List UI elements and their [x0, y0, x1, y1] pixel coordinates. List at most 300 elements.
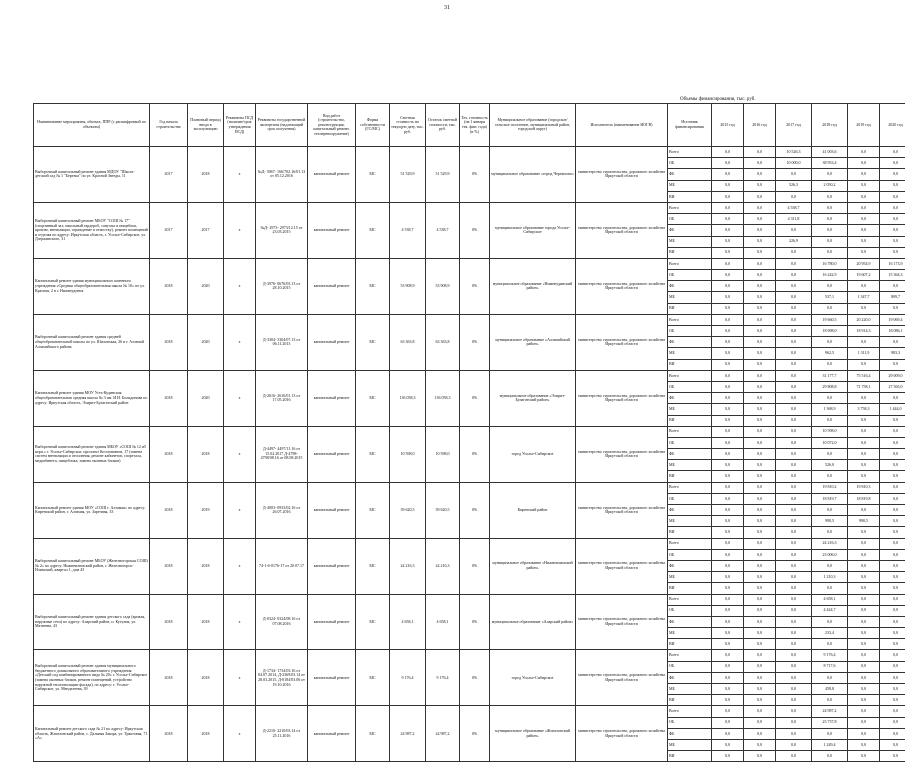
cell-amount: 29 009,0 — [880, 370, 905, 381]
cell-amount: 4 311,8 — [776, 214, 812, 225]
cell-amount: 0,0 — [848, 247, 880, 258]
cell-amount: 0,0 — [712, 639, 744, 650]
cell-exp: Д-3976- 0676/03.13 от 28.10.2015 — [256, 258, 308, 314]
cell-amount: 0,0 — [712, 538, 744, 549]
cell-amount: 0,0 — [744, 560, 776, 571]
cell-amount: 0,0 — [848, 449, 880, 460]
cell-amount: 0,0 — [776, 303, 812, 314]
cell-amount: 0,0 — [712, 583, 744, 594]
column-header: Исполнитель (наименование ИОГВ) — [576, 104, 668, 147]
cell-amount: 0,0 — [880, 628, 905, 639]
cell-start: 2018 — [150, 594, 188, 650]
cell-amount: 29 808,8 — [812, 381, 848, 392]
cell-amount: 0,0 — [712, 560, 744, 571]
cell-end: 2020 — [188, 258, 224, 314]
cell-amount: 4 658,1 — [812, 594, 848, 605]
cell-amount: 526,0 — [812, 460, 848, 471]
table-row — [34, 482, 905, 493]
cell-source: Всего — [668, 258, 712, 269]
cell-start: 2018 — [150, 650, 188, 706]
cell-amount: 0,0 — [848, 191, 880, 202]
cell-amount: 0,0 — [848, 605, 880, 616]
cell-amount: 0,0 — [776, 650, 812, 661]
cell-form: МС — [356, 706, 390, 762]
cell-source: ОБ — [668, 717, 712, 728]
cell-psd: х — [224, 538, 256, 594]
cell-amount: 0,0 — [848, 560, 880, 571]
cell-source: ВИ — [668, 527, 712, 538]
cell-cost: 9 176,4 — [390, 650, 426, 706]
cell-source: МБ — [668, 180, 712, 191]
cell-amount: 19 607,2 — [848, 270, 880, 281]
cell-amount: 15 364,3 — [880, 270, 905, 281]
cell-amount: 1 210,3 — [812, 572, 848, 583]
cell-amount: 0,0 — [848, 359, 880, 370]
cell-source: Всего — [668, 147, 712, 158]
year-header: 2019 год — [848, 104, 880, 147]
cell-source: МБ — [668, 404, 712, 415]
cell-amount: 0,0 — [812, 728, 848, 739]
cell-amount: 0,0 — [848, 180, 880, 191]
cell-amount: 983,3 — [880, 348, 905, 359]
cell-amount: 0,0 — [848, 527, 880, 538]
cell-amount: 1 311,9 — [848, 348, 880, 359]
cell-name: Выборочный капитальный ремонт здания средней общеобразовательной школы по ул. Шиловская, 26 в г. Алзамай Алзамайского района — [34, 314, 150, 370]
cell-ready: 0% — [460, 482, 490, 538]
cell-source: МБ — [668, 628, 712, 639]
cell-form: МС — [356, 314, 390, 370]
cell-amount: 0,0 — [712, 415, 744, 426]
cell-amount: 0,0 — [880, 303, 905, 314]
cell-amount: 0,0 — [776, 449, 812, 460]
cell-source: ФБ — [668, 225, 712, 236]
cell-amount: 0,0 — [712, 572, 744, 583]
cell-amount: 0,0 — [776, 281, 812, 292]
cell-amount: 809,7 — [880, 292, 905, 303]
cell-source: ОБ — [668, 214, 712, 225]
table-header-row — [34, 104, 905, 147]
cell-psd: х — [224, 650, 256, 706]
cell-source: ВИ — [668, 639, 712, 650]
cell-amount: 0,0 — [848, 471, 880, 482]
cell-amount: 0,0 — [712, 728, 744, 739]
cell-amount: 0,0 — [712, 169, 744, 180]
cell-mo: город Усолье-Сибирское — [490, 426, 576, 482]
cell-amount: 0,0 — [744, 460, 776, 471]
cell-exec: министерство строительства, дорожного хозяйства Иркутской области — [576, 258, 668, 314]
cell-form: МС — [356, 147, 390, 203]
cell-rest: 53 908,9 — [426, 258, 460, 314]
cell-amount: 0,0 — [712, 147, 744, 158]
cell-amount: 16 242,9 — [812, 270, 848, 281]
cell-end: 2019 — [188, 482, 224, 538]
page-number: 31 — [444, 5, 450, 11]
cell-start: 2018 — [150, 538, 188, 594]
cell-amount: 20 954,9 — [848, 258, 880, 269]
cell-amount: 0,0 — [880, 605, 905, 616]
cell-name: Капитальный ремонт здания МОУ «СОШ г. Алзамая» по адресу: Киренский район, г. Алзамая, ул. Заречная, 33 — [34, 482, 150, 538]
cell-amount: 962,5 — [812, 348, 848, 359]
cell-amount: 0,0 — [848, 460, 880, 471]
cell-start: 2018 — [150, 482, 188, 538]
cell-amount: 0,0 — [712, 717, 744, 728]
cell-source: ОБ — [668, 437, 712, 448]
cell-amount: 0,0 — [848, 650, 880, 661]
cell-end: 2018 — [188, 538, 224, 594]
cell-amount: 0,0 — [880, 639, 905, 650]
cell-amount: 0,0 — [776, 437, 812, 448]
cell-amount: 0,0 — [880, 717, 905, 728]
cell-form: МС — [356, 426, 390, 482]
cell-exp: Д-0324- 0324/08.16 от 07.08.2016 — [256, 594, 308, 650]
cell-amount: 0,0 — [776, 572, 812, 583]
cell-mo: муниципальное образование «Жигаловский район» — [490, 706, 576, 762]
cell-amount: 0,0 — [880, 516, 905, 527]
cell-amount: 0,0 — [880, 538, 905, 549]
cell-amount: 990,5 — [812, 516, 848, 527]
cell-amount: 0,0 — [848, 728, 880, 739]
column-header: Остаток сметной стоимости, тыс. руб. — [426, 104, 460, 147]
cell-amount: 31 177,7 — [812, 370, 848, 381]
cell-amount: 226,9 — [776, 236, 812, 247]
cell-amount: 0,0 — [812, 169, 848, 180]
cell-form: МС — [356, 650, 390, 706]
cell-amount: 0,0 — [712, 661, 744, 672]
cell-amount: 0,0 — [712, 180, 744, 191]
cell-cost: 24 216,3 — [390, 538, 426, 594]
cell-exp: Д-2210- 2210/03.14 от 25.11.2016 — [256, 706, 308, 762]
cell-amount: 0,0 — [744, 270, 776, 281]
cell-kind: капитальный ремонт — [308, 594, 356, 650]
cell-cost: 136 058,3 — [390, 370, 426, 426]
cell-amount: 0,0 — [812, 695, 848, 706]
cell-amount: 10 072,0 — [812, 437, 848, 448]
cell-amount: 0,0 — [744, 583, 776, 594]
cell-amount: 0,0 — [712, 393, 744, 404]
cell-amount: 0,0 — [880, 493, 905, 504]
cell-amount: 0,0 — [712, 202, 744, 213]
cell-source: Всего — [668, 650, 712, 661]
cell-psd: х — [224, 426, 256, 482]
cell-exp: №Д- 2973- 2973/12.15 от 23.03.2015 — [256, 202, 308, 258]
cell-amount: 0,0 — [712, 505, 744, 516]
table-row — [34, 706, 905, 717]
cell-amount: 0,0 — [744, 292, 776, 303]
cell-amount: 0,0 — [776, 482, 812, 493]
cell-kind: капитальный ремонт — [308, 538, 356, 594]
cell-source: ФБ — [668, 281, 712, 292]
cell-amount: 0,0 — [712, 471, 744, 482]
cell-source: ОБ — [668, 549, 712, 560]
cell-amount: 0,0 — [776, 493, 812, 504]
cell-source: Всего — [668, 426, 712, 437]
cell-amount: 0,0 — [712, 270, 744, 281]
cell-psd: х — [224, 594, 256, 650]
cell-amount: 0,0 — [744, 370, 776, 381]
cell-amount: 0,0 — [744, 180, 776, 191]
cell-amount: 0,0 — [880, 337, 905, 348]
cell-cost: 63 363,8 — [390, 314, 426, 370]
cell-amount: 0,0 — [744, 281, 776, 292]
cell-amount: 0,0 — [712, 449, 744, 460]
cell-source: МБ — [668, 348, 712, 359]
cell-amount: 0,0 — [880, 560, 905, 571]
cell-amount: 10 598,0 — [812, 426, 848, 437]
cell-amount: 0,0 — [848, 281, 880, 292]
cell-amount: 0,0 — [812, 359, 848, 370]
cell-form: МС — [356, 482, 390, 538]
cell-amount: 0,0 — [776, 247, 812, 258]
cell-amount: 0,0 — [744, 549, 776, 560]
cell-end: 2018 — [188, 426, 224, 482]
cell-exp: 74-1-6-0176-17 от 20.07.17 — [256, 538, 308, 594]
cell-amount: 0,0 — [744, 169, 776, 180]
cell-name: Выборочный капитальный ремонт здания детского сада (кровля, наружные сети) по адресу: Аларский район, п. Кутулик, ул. Матвеева, 43 — [34, 594, 150, 650]
cell-amount: 0,0 — [880, 460, 905, 471]
cell-mo: Киренский район — [490, 482, 576, 538]
cell-amount: 0,0 — [712, 359, 744, 370]
cell-amount: 0,0 — [712, 381, 744, 392]
table-row — [34, 370, 905, 381]
cell-source: Всего — [668, 482, 712, 493]
column-header: Плановый период ввода в эксплуатацию — [188, 104, 224, 147]
cell-amount: 0,0 — [848, 437, 880, 448]
cell-start: 2018 — [150, 706, 188, 762]
cell-amount: 0,0 — [744, 605, 776, 616]
cell-amount: 0,0 — [776, 314, 812, 325]
cell-amount: 0,0 — [776, 460, 812, 471]
cell-kind: капитальный ремонт — [308, 482, 356, 538]
cell-psd: х — [224, 482, 256, 538]
cell-amount: 0,0 — [712, 672, 744, 683]
cell-amount: 0,0 — [744, 471, 776, 482]
cell-amount: 0,0 — [712, 493, 744, 504]
cell-amount: 0,0 — [776, 717, 812, 728]
cell-amount: 38 953,4 — [812, 158, 848, 169]
cell-amount: 0,0 — [880, 180, 905, 191]
cell-source: МБ — [668, 460, 712, 471]
cell-amount: 71 758,1 — [848, 381, 880, 392]
cell-source: МБ — [668, 739, 712, 750]
column-header: Сметная стоимость на текущую дату, тыс. руб. — [390, 104, 426, 147]
cell-amount: 0,0 — [712, 258, 744, 269]
cell-amount: 0,0 — [744, 415, 776, 426]
cell-amount: 9 176,4 — [812, 650, 848, 661]
year-header: 2016 год — [744, 104, 776, 147]
column-header: Год начала строительства — [150, 104, 188, 147]
cell-source: ФБ — [668, 169, 712, 180]
cell-amount: 0,0 — [880, 225, 905, 236]
column-header: Источник финансирования — [668, 104, 712, 147]
column-header: Вид работ (строительство, реконструкция, капитальный ремонт, техперевооружение) — [308, 104, 356, 147]
cell-mo: муниципальное образование «город Черемхово» — [490, 147, 576, 203]
cell-source: ОБ — [668, 158, 712, 169]
cell-amount: 0,0 — [880, 471, 905, 482]
cell-source: ВИ — [668, 303, 712, 314]
cell-amount: 0,0 — [744, 661, 776, 672]
cell-amount: 0,0 — [744, 695, 776, 706]
year-header: 2017 год — [776, 104, 812, 147]
cell-name: Выборочный капитальный ремонт здания МБОУ «СОШ № 12 и5 корп.» г. Усолье-Сибирское, проспект Космонавтов, 17 (замена систем вентиляции и отопления, ремонт кабинетов, спортзала, медкабинета, пищеблока, замена оконных блоков) — [34, 426, 150, 482]
cell-amount: 0,0 — [880, 549, 905, 560]
cell-amount: 0,0 — [848, 583, 880, 594]
cell-amount: 0,0 — [712, 247, 744, 258]
cell-amount: 0,0 — [848, 505, 880, 516]
cell-amount: 0,0 — [744, 359, 776, 370]
cell-kind: капитальный ремонт — [308, 706, 356, 762]
cell-amount: 0,0 — [880, 684, 905, 695]
cell-amount: 0,0 — [812, 527, 848, 538]
cell-end: 2020 — [188, 314, 224, 370]
cell-amount: 0,0 — [812, 583, 848, 594]
cell-name: Капитальный ремонт здания МОУ Усть-Кудинская общеобразовательная средняя школа № 3 им. И.Н. Бильдинова по адресу: Иркутская область, Эхирит-Булагатский район — [34, 370, 150, 426]
cell-source: ФБ — [668, 393, 712, 404]
cell-amount: 18 086,1 — [880, 326, 905, 337]
cell-amount: 0,0 — [880, 449, 905, 460]
cell-amount: 0,0 — [776, 706, 812, 717]
table-body — [34, 147, 905, 762]
cell-amount: 0,0 — [712, 303, 744, 314]
cell-amount: 27 565,0 — [880, 381, 905, 392]
cell-amount: 0,0 — [712, 616, 744, 627]
cell-amount: 0,0 — [880, 739, 905, 750]
cell-amount: 0,0 — [880, 393, 905, 404]
cell-source: МБ — [668, 292, 712, 303]
cell-exp: №Д- 3967- 166/702.16/01.13 от 05.12.2016 — [256, 147, 308, 203]
cell-amount: 0,0 — [776, 505, 812, 516]
cell-amount: 0,0 — [812, 202, 848, 213]
cell-amount: 2 050,2 — [812, 180, 848, 191]
cell-source: МБ — [668, 236, 712, 247]
cell-amount: 0,0 — [776, 583, 812, 594]
cell-source: Всего — [668, 538, 712, 549]
cell-amount: 0,0 — [776, 527, 812, 538]
cell-amount: 19 810,3 — [848, 482, 880, 493]
cell-amount: 0,0 — [880, 751, 905, 762]
cell-amount: 75 516,4 — [848, 370, 880, 381]
cell-amount: 0,0 — [712, 314, 744, 325]
cell-amount: 0,0 — [776, 359, 812, 370]
cell-amount: 0,0 — [712, 751, 744, 762]
cell-form: МС — [356, 258, 390, 314]
cell-amount: 0,0 — [880, 594, 905, 605]
cell-amount: 0,0 — [776, 560, 812, 571]
cell-amount: 0,0 — [812, 449, 848, 460]
cell-amount: 0,0 — [776, 191, 812, 202]
cell-source: ФБ — [668, 449, 712, 460]
year-header: 2015 год — [712, 104, 744, 147]
cell-amount: 0,0 — [880, 672, 905, 683]
cell-amount: 0,0 — [776, 169, 812, 180]
cell-amount: 0,0 — [744, 449, 776, 460]
cell-amount: 19 660,5 — [812, 314, 848, 325]
cell-amount: 0,0 — [848, 706, 880, 717]
cell-amount: 0,0 — [812, 751, 848, 762]
cell-amount: 0,0 — [712, 370, 744, 381]
cell-amount: 0,0 — [880, 359, 905, 370]
cell-amount: 0,0 — [812, 337, 848, 348]
cell-amount: 0,0 — [848, 214, 880, 225]
cell-amount: 0,0 — [848, 695, 880, 706]
cell-amount: 0,0 — [880, 236, 905, 247]
cell-amount: 0,0 — [744, 672, 776, 683]
cell-amount: 0,0 — [712, 337, 744, 348]
cell-amount: 0,0 — [812, 415, 848, 426]
cell-source: ОБ — [668, 605, 712, 616]
cell-amount: 0,0 — [880, 437, 905, 448]
cell-amount: 0,0 — [880, 505, 905, 516]
cell-end: 2020 — [188, 370, 224, 426]
cell-source: ФБ — [668, 672, 712, 683]
cell-source: ФБ — [668, 505, 712, 516]
cell-amount: 0,0 — [848, 147, 880, 158]
cell-amount: 0,0 — [776, 326, 812, 337]
cell-amount: 0,0 — [712, 236, 744, 247]
cell-amount: 0,0 — [744, 158, 776, 169]
year-header: 2020 год — [880, 104, 905, 147]
cell-amount: 0,0 — [848, 303, 880, 314]
cell-amount: 0,0 — [744, 393, 776, 404]
cell-amount: 1 368,9 — [812, 404, 848, 415]
cell-cost: 39 620,5 — [390, 482, 426, 538]
cell-ready: 0% — [460, 202, 490, 258]
cell-amount: 4 424,7 — [812, 605, 848, 616]
cell-name: Выборочный капитальный ремонт здания МДОУ "Школа-детский сад № 1 "Березка" по ул. Красной Звезды, 11 — [34, 147, 150, 203]
cell-kind: капитальный ремонт — [308, 426, 356, 482]
cell-amount: 0,0 — [776, 337, 812, 348]
cell-ready: 0% — [460, 370, 490, 426]
cell-amount: 18 914,3 — [848, 326, 880, 337]
cell-name: Капитальный ремонт детского сада № 21 по адресу: Иркутская область, Жигаловский район, с. Дальняя Закора, ул. Трактовая, 71 «А» — [34, 706, 150, 762]
cell-amount: 0,0 — [848, 661, 880, 672]
cell-amount: 0,0 — [744, 717, 776, 728]
cell-amount: 0,0 — [712, 605, 744, 616]
cell-start: 2018 — [150, 426, 188, 482]
cell-amount: 1 249,4 — [812, 739, 848, 750]
cell-amount: 41 003,6 — [812, 147, 848, 158]
cell-amount: 0,0 — [776, 672, 812, 683]
cell-psd: х — [224, 258, 256, 314]
cell-amount: 537,1 — [812, 292, 848, 303]
table-row — [34, 650, 905, 661]
cell-amount: 0,0 — [712, 684, 744, 695]
cell-rest: 4 538,7 — [426, 202, 460, 258]
cell-cost: 10 598,0 — [390, 426, 426, 482]
cell-amount: 0,0 — [812, 672, 848, 683]
cell-source: ФБ — [668, 337, 712, 348]
cell-amount: 0,0 — [812, 236, 848, 247]
cell-exp: Д-2616- 2616/01.13 от 17.05.2016 — [256, 370, 308, 426]
cell-amount: 0,0 — [880, 202, 905, 213]
cell-source: Всего — [668, 314, 712, 325]
cell-source: ВИ — [668, 247, 712, 258]
cell-amount: 18 698,0 — [812, 326, 848, 337]
table-row — [34, 202, 905, 213]
cell-amount: 0,0 — [848, 538, 880, 549]
cell-source: МБ — [668, 572, 712, 583]
cell-ready: 0% — [460, 258, 490, 314]
column-header: Тех. готовность (на 1 января тек. фин. года) (в %) — [460, 104, 490, 147]
cell-amount: 0,0 — [848, 672, 880, 683]
cell-amount: 0,0 — [880, 247, 905, 258]
cell-amount: 0,0 — [848, 684, 880, 695]
cell-end: 2018 — [188, 147, 224, 203]
cell-amount: 0,0 — [880, 281, 905, 292]
cell-amount: 18 819,8 — [848, 493, 880, 504]
cell-amount: 0,0 — [880, 616, 905, 627]
cell-amount: 10 000,0 — [776, 158, 812, 169]
cell-amount: 0,0 — [880, 527, 905, 538]
